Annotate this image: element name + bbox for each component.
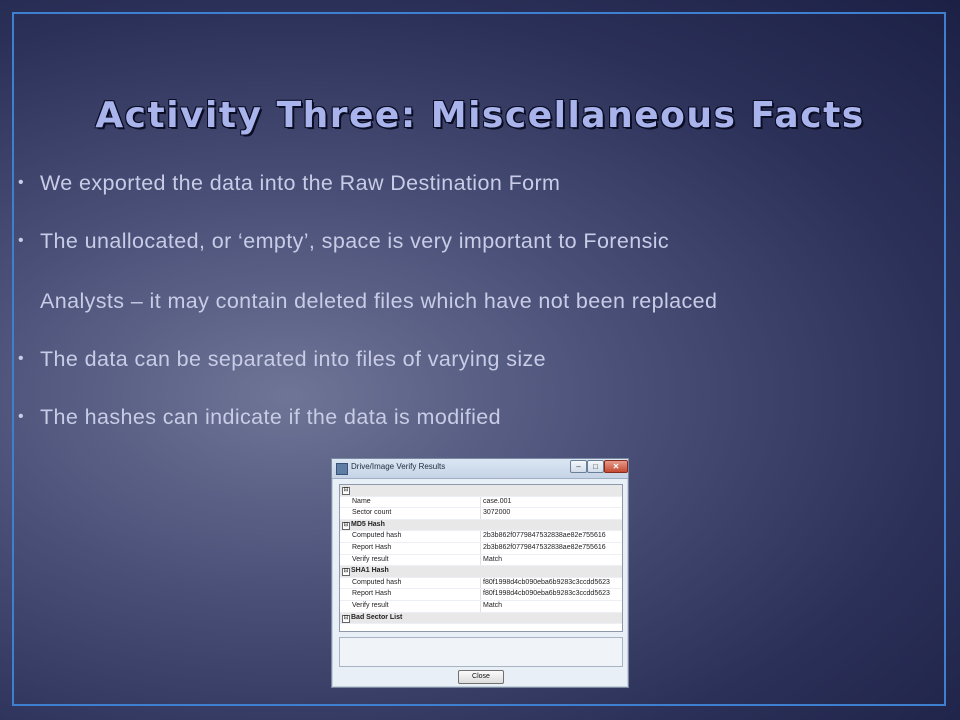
bullet-text: The unallocated, or ‘empty’, space is very important to Forensic xyxy=(40,229,670,253)
bullet-text: We exported the data into the Raw Destination Form xyxy=(40,171,561,195)
collapse-icon[interactable]: ⊟ xyxy=(343,614,349,621)
collapse-icon[interactable]: ⊟ xyxy=(343,521,349,528)
bullet-text: The data can be separated into files of varying size xyxy=(40,347,547,371)
bullet-text-continued: Analysts – it may contain deleted files which have not been replaced xyxy=(40,289,718,313)
maximize-button[interactable]: □ xyxy=(587,460,604,473)
column-divider xyxy=(480,589,481,600)
dialog-title-bar[interactable] xyxy=(332,459,628,479)
property-value: 3072000 xyxy=(483,509,511,517)
property-value: case.001 xyxy=(483,497,512,505)
property-grid[interactable] xyxy=(339,484,623,632)
column-divider xyxy=(480,601,481,612)
property-value: Match xyxy=(483,601,503,609)
column-divider xyxy=(480,555,481,566)
property-row[interactable] xyxy=(340,601,622,613)
property-row[interactable] xyxy=(340,543,622,555)
property-row[interactable] xyxy=(340,531,622,543)
property-name: Verify result xyxy=(352,555,389,563)
bullet-icon: • xyxy=(18,232,25,249)
column-divider xyxy=(480,543,481,554)
property-value: f80f1998d4cb090eba6b9283c3ccdd5623 xyxy=(483,590,610,598)
property-name: Name xyxy=(352,497,371,505)
bullet-item xyxy=(18,226,938,316)
category-label: MD5 Hash xyxy=(351,520,385,528)
collapse-icon[interactable]: ⊟ xyxy=(343,568,349,575)
bullet-icon: • xyxy=(18,174,25,191)
column-divider xyxy=(480,497,481,508)
property-value: 2b3b862f0779847532838ae82e755616 xyxy=(483,543,606,551)
property-name: Computed hash xyxy=(352,532,402,540)
property-row[interactable] xyxy=(340,589,622,601)
property-name: Verify result xyxy=(352,601,389,609)
property-value: Match xyxy=(483,555,503,563)
category-sha1-hash[interactable] xyxy=(340,566,622,578)
property-row[interactable] xyxy=(340,578,622,590)
property-description-pane xyxy=(339,637,623,667)
bullet-text: The hashes can indicate if the data is modified xyxy=(40,405,502,429)
category-general[interactable] xyxy=(340,485,622,497)
bullet-item xyxy=(18,168,938,198)
close-button[interactable]: Close xyxy=(458,670,504,684)
property-name: Computed hash xyxy=(352,578,402,586)
column-divider xyxy=(480,531,481,542)
property-name: Report Hash xyxy=(352,543,392,551)
minimize-button[interactable]: – xyxy=(570,460,587,473)
property-value: f80f1998d4cb090eba6b9283c3ccdd5623 xyxy=(483,578,610,586)
column-divider xyxy=(480,578,481,589)
column-divider xyxy=(480,508,481,519)
bullet-item xyxy=(18,402,938,432)
category-label: SHA1 Hash xyxy=(351,567,389,575)
dialog-title: Drive/Image Verify Results xyxy=(351,462,446,471)
bullet-list xyxy=(18,168,938,432)
bullet-icon: • xyxy=(18,408,25,425)
close-window-button[interactable]: ✕ xyxy=(604,460,628,473)
bullet-icon: • xyxy=(18,350,25,367)
property-value: 2b3b862f0779847532838ae82e755616 xyxy=(483,532,606,540)
category-label: Bad Sector List xyxy=(351,613,403,621)
app-icon xyxy=(336,463,348,475)
verify-results-dialog xyxy=(331,458,629,688)
property-name: Report Hash xyxy=(352,590,392,598)
collapse-icon[interactable]: ⊟ xyxy=(343,487,349,493)
slide-title: Activity Three: Miscellaneous Facts xyxy=(95,95,865,136)
property-row[interactable] xyxy=(340,497,622,509)
category-md5-hash[interactable] xyxy=(340,520,622,532)
property-name: Sector count xyxy=(352,509,392,517)
bullet-item xyxy=(18,344,938,374)
property-row[interactable] xyxy=(340,555,622,567)
property-row[interactable] xyxy=(340,508,622,520)
category-bad-sector-list[interactable] xyxy=(340,613,622,625)
